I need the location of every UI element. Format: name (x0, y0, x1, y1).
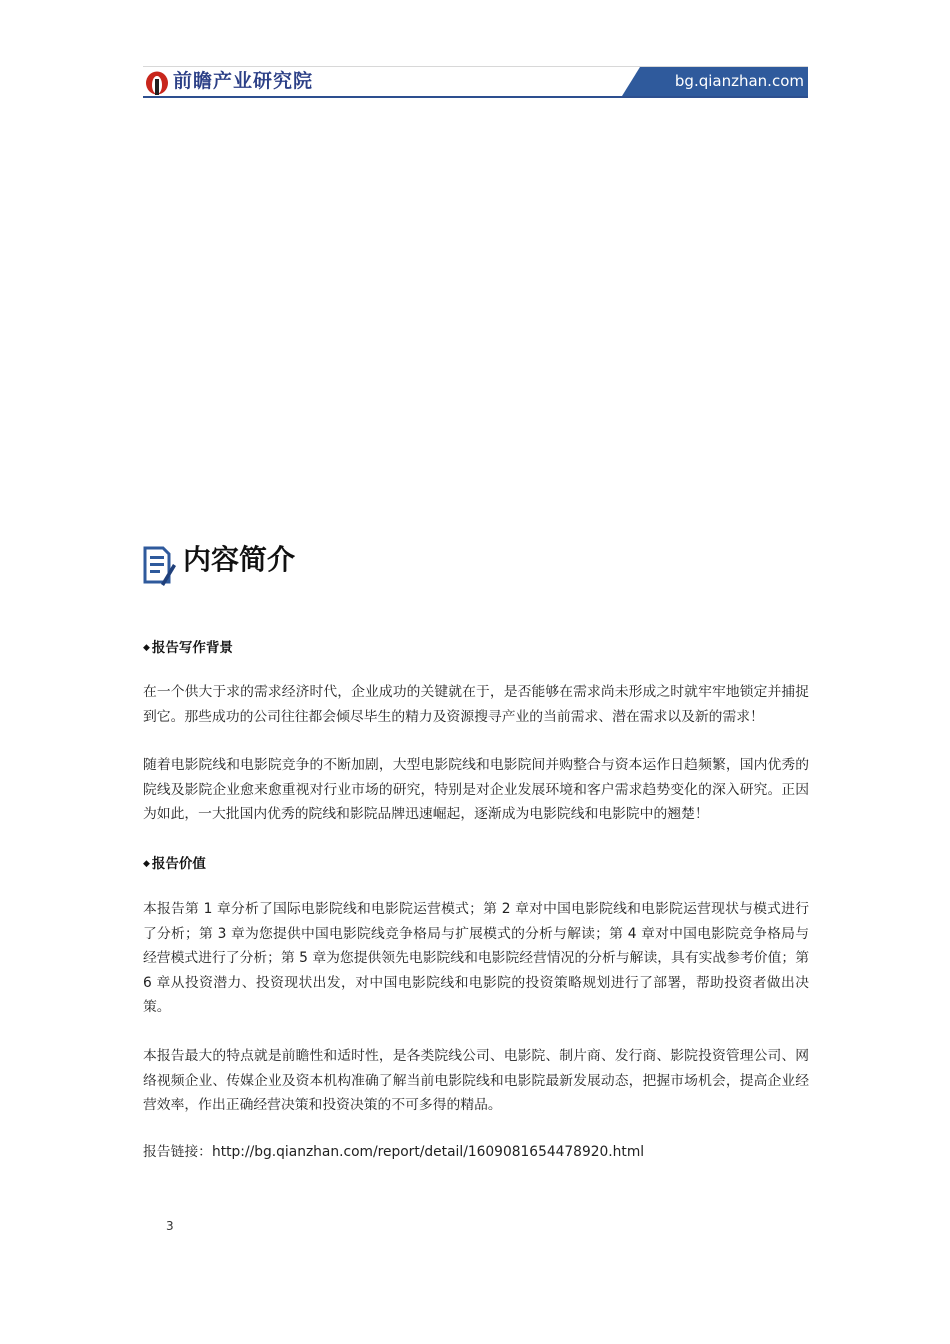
subsection-title: 报告写作背景 (151, 640, 233, 656)
paragraph: 本报告最大的特点就是前瞻性和适时性，是各类院线公司、电影院、制片商、发行商、影院投资管理公司、网络视频企业、传媒企业及资本机构准确了解当前电影院线和电影院最新发展动态，把握市场机会，提高企业经营效率，作出正确经营决策和投资决策的不可多得的精品。 (143, 1048, 809, 1113)
subsection-title: 报告价值 (151, 856, 206, 872)
section-title: 内容简介 (183, 543, 296, 576)
site-url[interactable]: bg.qianzhan.com (674, 72, 804, 90)
subsection-heading-background (143, 636, 233, 656)
diamond-bullet-icon: ◆ (143, 643, 150, 653)
paragraph: 本报告第 1 章分析了国际电影院线和电影院运营模式；第 2 章对中国电影院线和电影院运营现状与模式进行了分析；第 3 章为您提供中国电影院线竞争格局与扩展模式的分析与解读；第 4 章对中国电影院竞争格局与经营模式进行了分析；第 5 章为您提供领先电影院线和电影院经营情况的分析与解读，具有实战参考价值；第 6 章从投资潜力、投资现状出发，对中国电影院线和电影院的投资策略规划进行了部署，帮助投资者做出决策。 (143, 901, 809, 1015)
diamond-bullet-icon: ◆ (143, 859, 150, 869)
document-pen-icon (143, 544, 177, 586)
page-number: 3 (166, 1219, 174, 1233)
report-link[interactable]: 报告链接：http://bg.qianzhan.com/report/detail/1609081654478920.html (143, 1144, 645, 1160)
paragraph: 随着电影院线和电影院竞争的不断加剧，大型电影院线和电影院间并购整合与资本运作日趋频繁，国内优秀的院线及影院企业愈来愈重视对行业市场的研究，特别是对企业发展环境和客户需求趋势变化的深入研究。正因为如此，一大批国内优秀的院线和影院品牌迅速崛起，逐渐成为电影院线和电影院中的翘楚！ (143, 757, 809, 822)
header-bottom-rule (143, 96, 808, 98)
site-url-tab (640, 67, 808, 96)
subsection-heading-value (143, 852, 206, 872)
qianzhan-logo-icon (145, 70, 169, 95)
page-header (143, 66, 808, 98)
brand-name: 前瞻产业研究院 (173, 70, 314, 92)
paragraph: 在一个供大于求的需求经济时代，企业成功的关键就在于，是否能够在需求尚未形成之时就牢牢地锁定并捕捉到它。那些成功的公司往往都会倾尽毕生的精力及资源搜寻产业的当前需求、潜在需求以及新的需求！ (143, 684, 809, 725)
